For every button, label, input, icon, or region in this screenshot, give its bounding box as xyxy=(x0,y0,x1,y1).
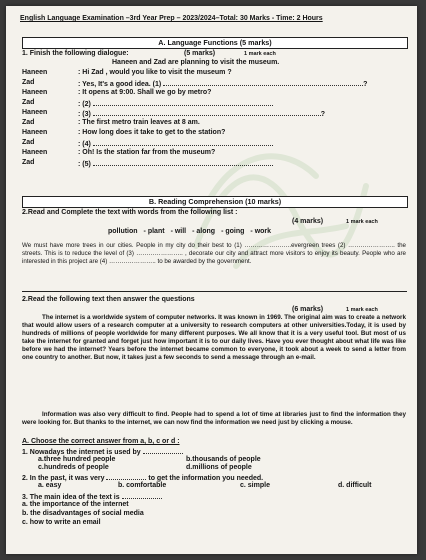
answer-blank-4[interactable] xyxy=(93,139,273,146)
reading-paragraph-1: The internet is a worldwide system of computer networks. It was known in 1969. The original aim was to create a network that would allow users of a research computer at a university to research computers at other universities.Today, it is used by hundreds of millions of people worldwide for many different purposes. We all know that it is a very useful tool. But most of us take the internet for granted and forget just how important it is to our daily lives. Have you ever thought about what life was like before we had the internet? Years before the internet became common to everyone, it took about a week to send a letter from one country to another. But now, it takes just a few seconds to send a message through an e-mail. xyxy=(22,314,406,362)
speaker-label: Haneen xyxy=(22,69,48,76)
question-1-each: 1 mark each xyxy=(244,51,276,57)
section-a-title: A. Language Functions (5 marks) xyxy=(22,37,408,49)
mcq-option[interactable]: c. simple xyxy=(240,482,270,489)
question-2-marks: (4 marks) xyxy=(292,218,324,225)
dialogue-line: : The first metro train leaves at 8 am. xyxy=(78,119,200,126)
answer-blank-5[interactable] xyxy=(93,159,273,166)
question-1-marks: (5 marks) xyxy=(184,50,216,57)
question-3-marks: (6 marks) xyxy=(292,306,324,313)
mcq-option[interactable]: b. the disadvantages of social media xyxy=(22,510,144,517)
speaker-label: Haneen xyxy=(22,89,48,96)
mcq-stem: 2. In the past, it was very xyxy=(22,475,107,482)
mcq-option[interactable]: d.millions of people xyxy=(186,464,252,471)
speaker-label: Zad xyxy=(22,99,35,106)
mcq-option[interactable]: a. easy xyxy=(38,482,62,489)
exam-header: English Language Examination –3rd Year Prep – 2023/2024–Total: 30 Marks - Time: 2 Hours xyxy=(20,15,323,22)
speaker-label: Haneen xyxy=(22,109,48,116)
mcq-option[interactable]: b.thousands of people xyxy=(186,456,261,463)
mcq-stem: 1. Nowadays the internet is used by xyxy=(22,449,143,456)
dialogue-line: : (3) xyxy=(78,111,93,118)
speaker-label: Zad xyxy=(22,79,35,86)
completion-paragraph: We must have more trees in our cities. People in my city do their best to (1) …………………..evergreen trees (2) ………………….. the streets. This is to reduce the level of (3) ………………….. , decorate our city and attract more visitors to enjoy its beauty. People who are interested in this project are (4) ………………….. to be awarded by the government. xyxy=(22,242,406,265)
speaker-label: Zad xyxy=(22,159,35,166)
word-list-item: plant xyxy=(147,228,165,235)
mcq-option[interactable]: c.hundreds of people xyxy=(38,464,109,471)
mcq-option[interactable]: d. difficult xyxy=(338,482,372,489)
dialogue-line-tail: ? xyxy=(320,111,326,118)
word-list: pollution - plant - will - along - going - work xyxy=(108,228,272,235)
dialogue-line: : It opens at 9:00. Shall we go by metro? xyxy=(78,89,212,96)
dialogue-line: : Hi Zad , would you like to visit the museum ? xyxy=(78,69,232,76)
word-list-item: will xyxy=(174,228,187,235)
mcq-option[interactable]: c. how to write an email xyxy=(22,519,101,526)
speaker-label: Zad xyxy=(22,139,35,146)
mcq-stem-tail: to get the information you needed. xyxy=(146,475,264,482)
mcq-blank xyxy=(122,492,162,499)
mcq-stem: 3. The main idea of the text is xyxy=(22,494,122,501)
mcq-option[interactable]: a. the importance of the internet xyxy=(22,501,129,508)
dialogue-intro: Haneen and Zad are planning to visit the museum. xyxy=(112,59,280,66)
question-3-each: 1 mark each xyxy=(346,307,378,313)
dialogue-line-tail: ? xyxy=(363,81,368,88)
word-list-item: along xyxy=(196,228,216,235)
question-3-prompt: 2.Read the following text then answer the questions xyxy=(22,296,195,303)
mcq-blank xyxy=(106,473,146,480)
exam-page xyxy=(6,6,417,554)
mcq-option[interactable]: a.three hundred people xyxy=(38,456,116,463)
choose-instruction: A. Choose the correct answer from a, b, c or d : xyxy=(22,438,180,445)
question-2-each: 1 mark each xyxy=(346,219,378,225)
dialogue-line: : Oh! Is the station far from the museum? xyxy=(78,149,216,156)
speaker-label: Haneen xyxy=(22,129,48,136)
dialogue-line: : (2) xyxy=(78,101,93,108)
dialogue-line: : Yes, It's a good idea. (1) xyxy=(78,81,164,88)
word-list-item: going xyxy=(225,228,245,235)
answer-blank-2[interactable] xyxy=(93,99,273,106)
word-list-item: pollution xyxy=(108,228,138,235)
speaker-label: Zad xyxy=(22,119,35,126)
word-list-item: work xyxy=(254,228,272,235)
question-1-prompt: 1. Finish the following dialogue: xyxy=(22,50,129,57)
section-b-title: B. Reading Comprehension (10 marks) xyxy=(22,196,408,208)
dialogue-line: : How long does it take to get to the station? xyxy=(78,129,226,136)
dialogue-line: : (4) xyxy=(78,141,93,148)
answer-blank-1[interactable] xyxy=(163,79,363,86)
divider xyxy=(22,291,407,292)
speaker-label: Haneen xyxy=(22,149,48,156)
question-2-prompt: 2.Read and Complete the text with words from the following list : xyxy=(22,209,238,216)
reading-paragraph-2: Information was also very difficult to find. People had to spend a lot of time at libraries just to find the information they were looking for. But thanks to the internet, we can now find the information we need just by clicking a mouse. xyxy=(22,411,406,427)
mcq-blank xyxy=(143,447,183,454)
answer-blank-3[interactable] xyxy=(93,109,321,116)
dialogue-line: : (5) xyxy=(78,161,93,168)
mcq-option[interactable]: b. comfortable xyxy=(118,482,167,489)
